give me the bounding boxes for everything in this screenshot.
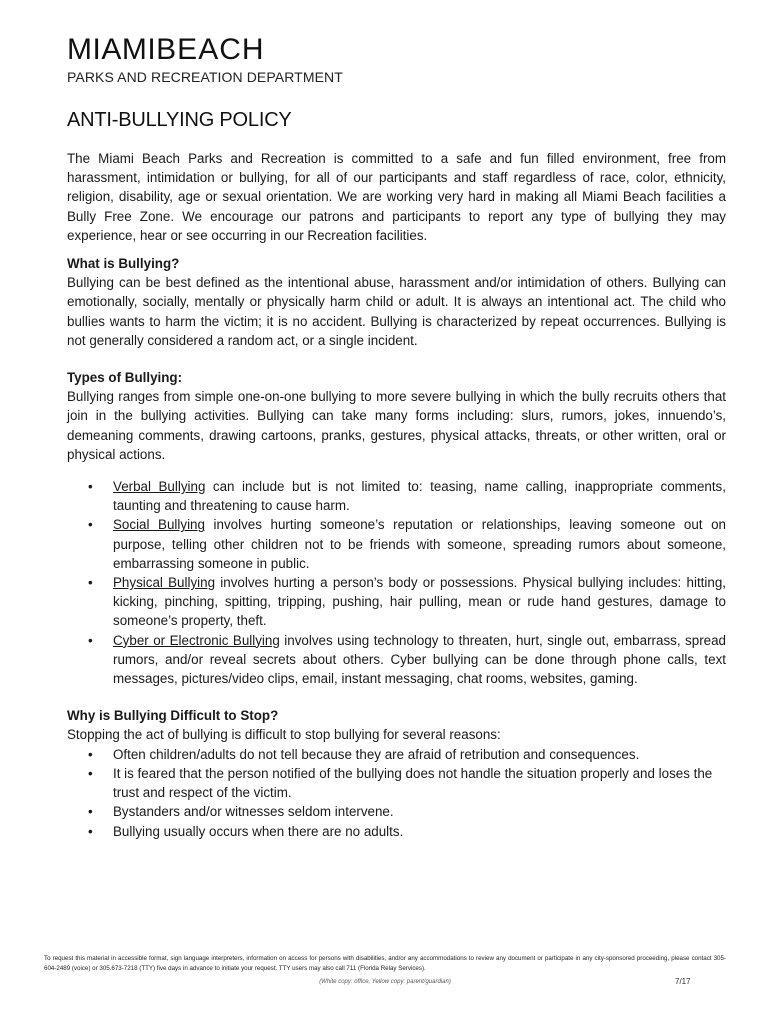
bullet-icon: • bbox=[88, 746, 93, 762]
reason-text: Often children/adults do not tell because they are afraid of retribution and consequences. bbox=[113, 746, 640, 762]
list-item bbox=[67, 515, 726, 573]
what-section bbox=[67, 254, 726, 350]
types-heading: Types of Bullying: bbox=[67, 370, 183, 386]
accessibility-notice: To request this material in accessible format, sign language interpreters, information on access for persons with disabilities, and/or any accommodations to review any document or participate in any city-sponsored proceeding, please contact 305-604-2489 (voice) or 305.673-7218 (TTY) five days in advance to initiate your request. TTY users may also call 711 (Florida Relay Services). bbox=[44, 955, 726, 972]
bullet-icon: • bbox=[88, 575, 93, 591]
bullet-icon: • bbox=[88, 632, 93, 648]
why-list bbox=[67, 745, 726, 841]
type-term: Social Bullying bbox=[113, 517, 205, 533]
list-item bbox=[67, 822, 726, 841]
type-desc: involves using technology to threaten, hurt, single out, embarrass, spread rumors, and/or reveal secrets about others. Cyber bullying can be done through phone calls, text messages, pictures/video clips, email, instant messaging, chat rooms, websites, gaming. bbox=[113, 632, 726, 687]
policy-body bbox=[67, 149, 726, 841]
type-term: Verbal Bullying bbox=[113, 479, 206, 495]
reason-text: Bystanders and/or witnesses seldom intervene. bbox=[113, 804, 394, 820]
type-term: Physical Bullying bbox=[113, 575, 216, 591]
why-heading: Why is Bullying Difficult to Stop? bbox=[67, 708, 279, 724]
type-desc: involves hurting a person’s body or possessions. Physical bullying includes: hitting, kicking, pinching, spitting, tripping, pushing, hair pulling, mean or rude hand gestures, damage to someone’s property, theft. bbox=[113, 575, 726, 629]
list-item bbox=[67, 802, 726, 821]
list-item bbox=[67, 764, 726, 802]
why-text: Stopping the act of bullying is difficult to stop bullying for several reasons: bbox=[67, 727, 501, 743]
list-item bbox=[67, 573, 726, 631]
page-title: ANTI-BULLYING POLICY bbox=[67, 109, 292, 131]
department-name: PARKS AND RECREATION DEPARTMENT bbox=[67, 69, 343, 85]
bullet-icon: • bbox=[88, 804, 93, 820]
bullet-icon: • bbox=[88, 517, 93, 533]
bullet-icon: • bbox=[88, 823, 93, 839]
what-text: Bullying can be best defined as the intentional abuse, harassment and/or intimidation of others. Bullying can emotionally, socially, mentally or physically harm child or adult. It is always an intentional act. The child who bullies wants to harm the victim; it is no accident. Bullying is characterized by repeat occurrences. Bullying is not generally considered a random act, or a single incident. bbox=[67, 275, 726, 348]
types-text: Bullying ranges from simple one-on-one bullying to more severe bullying in which the bully recruits others that join in the bullying activities. Bullying can take many forms including: slurs, rumors, jokes, innuendo’s, demeaning comments, drawing cartoons, pranks, gestures, physical attacks, threats, or other written, oral or physical actions. bbox=[67, 389, 726, 462]
type-term: Cyber or Electronic Bullying bbox=[113, 632, 280, 648]
page-number: 7/17 bbox=[675, 977, 691, 986]
what-heading: What is Bullying? bbox=[67, 256, 180, 272]
logo-beach: BEACH bbox=[156, 33, 265, 66]
type-desc: can include but is not limited to: teasing, name calling, inappropriate comments, taunting and threatening to cause harm. bbox=[113, 479, 726, 514]
types-section bbox=[67, 368, 726, 688]
why-section bbox=[67, 706, 726, 840]
reason-text: It is feared that the person notified of the bullying does not handle the situation properly and loses the trust and respect of the victim. bbox=[113, 765, 713, 801]
reason-text: Bullying usually occurs when there are no adults. bbox=[113, 823, 404, 839]
intro-paragraph: The Miami Beach Parks and Recreation is committed to a safe and fun filled environment, free from harassment, intimidation or bullying, for all of our participants and staff regardless of race, color, ethnicity, religion, disability, age or sexual orientation. We are working very hard in making all Miami Beach facilities a Bully Free Zone. We encourage our patrons and participants to report any type of bullying they may experience, hear or see occurring in our Recreation facilities. bbox=[67, 151, 726, 243]
logo-wordmark bbox=[67, 35, 343, 65]
logo-miami: MIAMI bbox=[67, 33, 157, 66]
logo bbox=[67, 35, 343, 85]
bullet-icon: • bbox=[88, 479, 93, 495]
bullet-icon: • bbox=[88, 765, 93, 781]
list-item bbox=[67, 745, 726, 764]
copy-distribution-note: (White copy: office, Yellow copy: parent/guardian) bbox=[319, 979, 451, 985]
list-item bbox=[67, 631, 726, 689]
list-item bbox=[67, 477, 726, 515]
type-desc: involves hurting someone’s reputation or relationships, leaving someone out on purpose, telling other children not to be friends with someone, spreading rumors about someone, embarrassing someone in public. bbox=[113, 517, 726, 571]
types-list bbox=[67, 477, 726, 688]
